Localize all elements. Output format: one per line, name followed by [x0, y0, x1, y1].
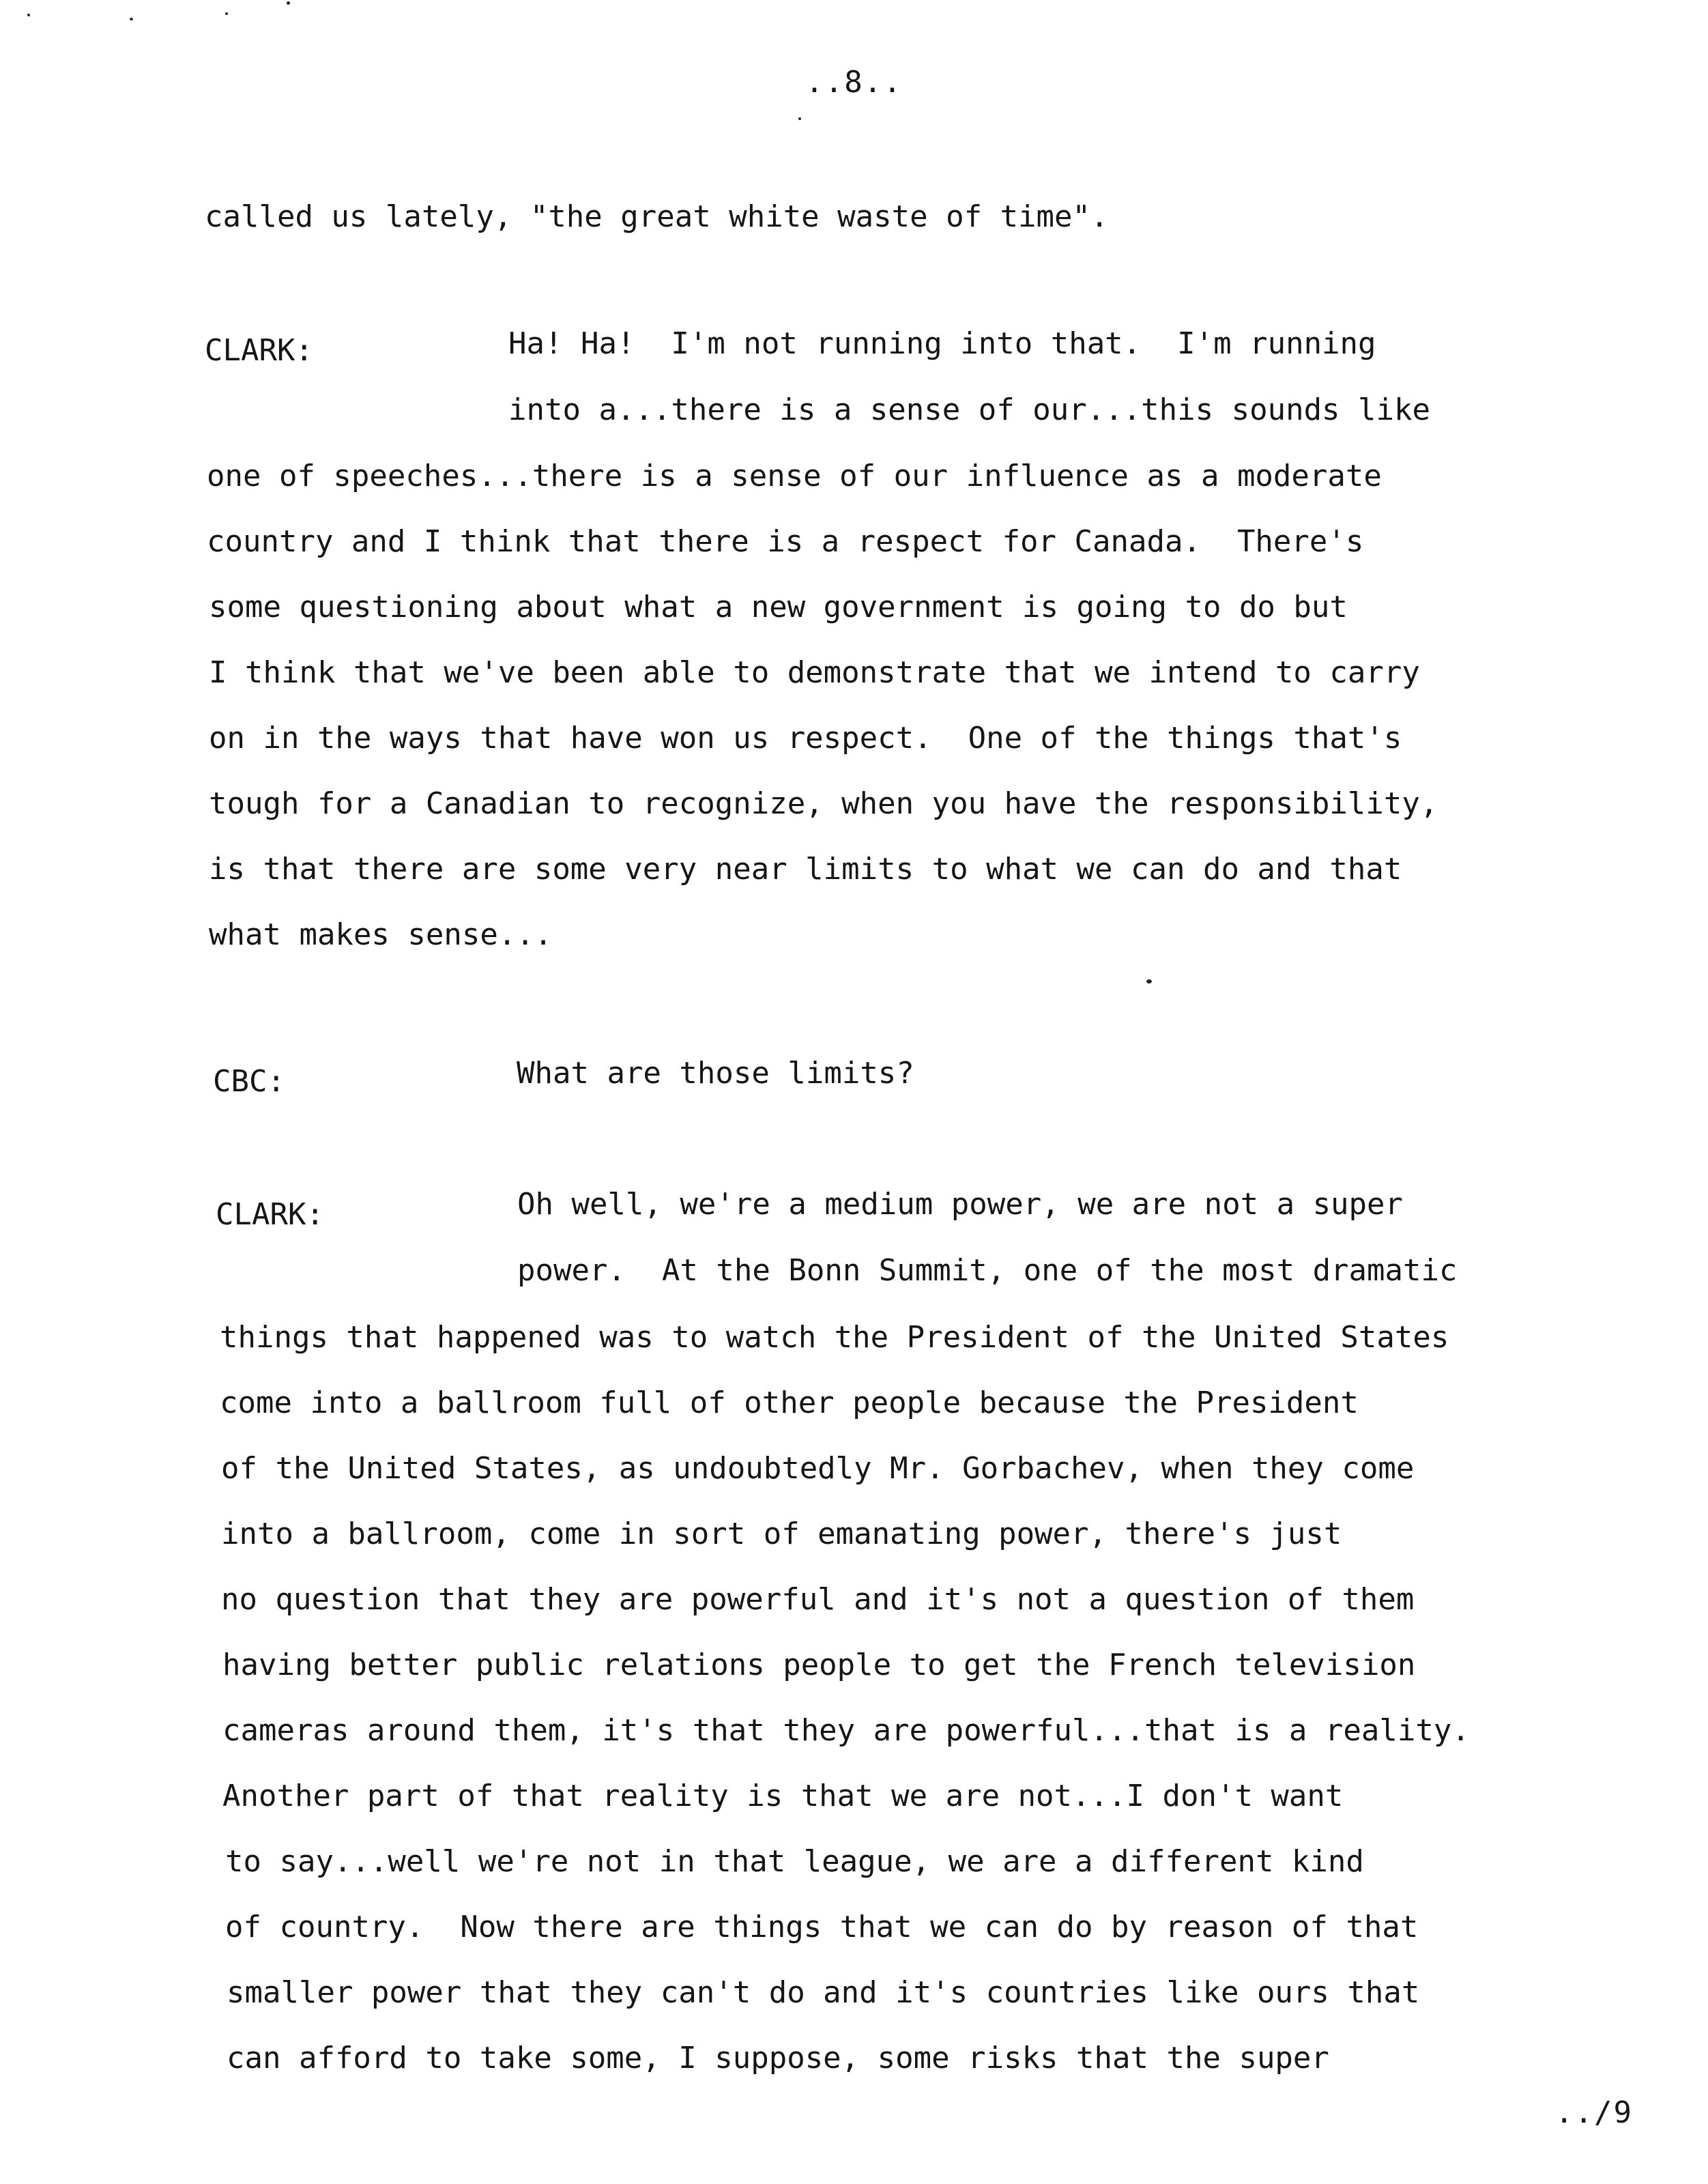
transcript-line: tough for a Canadian to recognize, when you have the responsibility, — [209, 786, 1438, 821]
transcript-line: What are those limits? — [517, 1056, 914, 1091]
transcript-line: Another part of that reality is that we are not...I don't want — [222, 1779, 1344, 1813]
scan-speck — [1146, 979, 1152, 983]
transcript-line: Oh well, we're a medium power, we are not a super — [517, 1187, 1404, 1222]
transcript-line: what makes sense... — [209, 917, 553, 952]
transcript-line: Ha! Ha! I'm not running into that. I'm running — [508, 326, 1376, 361]
transcript-line: into a ballroom, come in sort of emanating power, there's just — [221, 1517, 1342, 1551]
scan-speck — [798, 117, 801, 120]
scan-speck — [130, 18, 133, 20]
transcript-line: country and I think that there is a respect for Canada. There's — [207, 524, 1364, 559]
transcript-line: smaller power that they can't do and it's countries like ours that — [227, 1975, 1420, 2010]
transcript-line: cameras around them, it's that they are powerful...that is a reality. — [222, 1713, 1470, 1748]
scan-speck — [225, 12, 228, 15]
page-number: ..8.. — [805, 65, 903, 100]
transcript-line: one of speeches...there is a sense of our influence as a moderate — [207, 459, 1382, 493]
transcript-line: of country. Now there are things that we can do by reason of that — [225, 1910, 1419, 1944]
transcript-line: having better public relations people to get the French television — [222, 1648, 1416, 1682]
transcript-line: no question that they are powerful and it's not a question of them — [221, 1582, 1415, 1617]
speaker-label-clark: CLARK: — [205, 333, 313, 368]
transcript-line: is that there are some very near limits to what we can do and that — [209, 852, 1402, 887]
transcript-line: some questioning about what a new government is going to do but — [209, 590, 1348, 624]
transcript-line: things that happened was to watch the President of the United States — [220, 1320, 1449, 1355]
transcript-line: can afford to take some, I suppose, some risks that the super — [227, 2041, 1329, 2075]
transcript-line: of the United States, as undoubtedly Mr. Gorbachev, when they come — [221, 1451, 1415, 1486]
transcript-line: on in the ways that have won us respect. One of the things that's — [209, 721, 1402, 756]
speaker-label-clark: CLARK: — [216, 1197, 324, 1232]
transcript-line: power. At the Bonn Summit, one of the most dramatic — [517, 1253, 1458, 1288]
transcript-line: come into a ballroom full of other people because the President — [220, 1385, 1359, 1420]
transcript-line: into a...there is a sense of our...this sounds like — [508, 392, 1431, 427]
scan-speck — [287, 1, 290, 5]
speaker-label-cbc: CBC: — [213, 1064, 285, 1099]
continued-marker: ../9 — [1555, 2095, 1633, 2130]
transcript-line: called us lately, "the great white waste of time". — [205, 199, 1109, 234]
scan-speck — [27, 14, 30, 16]
transcript-line: I think that we've been able to demonstrate that we intend to carry — [209, 655, 1420, 690]
transcript-line: to say...well we're not in that league, we are a different kind — [225, 1844, 1364, 1879]
